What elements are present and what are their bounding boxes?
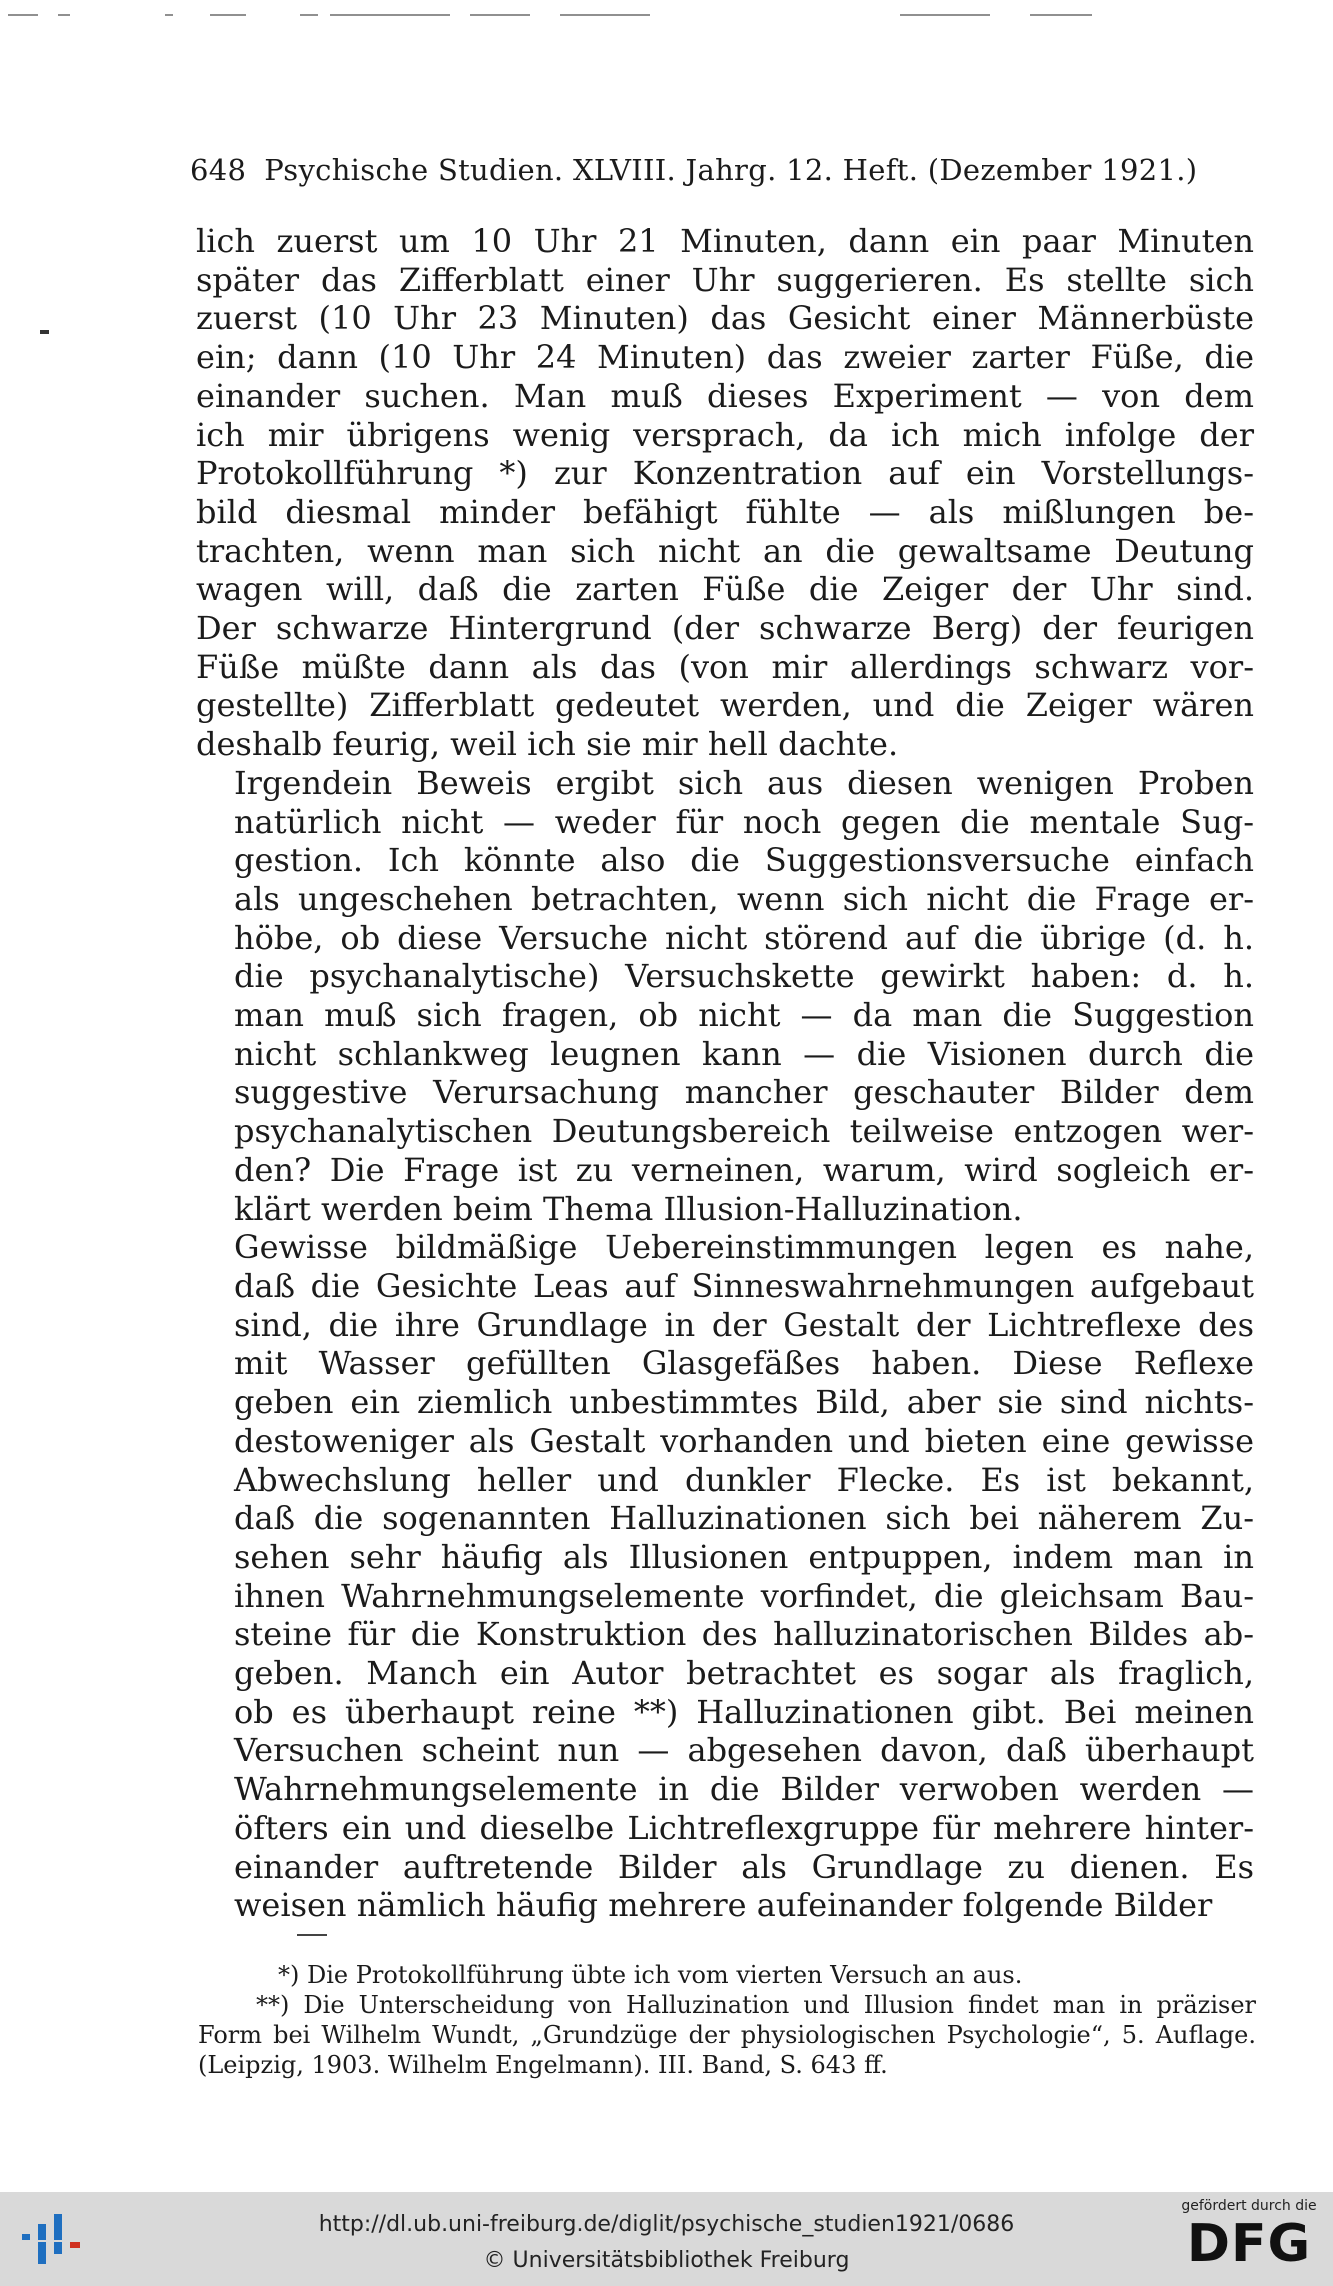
page-number: 648 (190, 153, 247, 187)
text-line: ob es überhaupt reine **) Halluzinationen gibt. Bei meinen (234, 1692, 1254, 1731)
text-line: klärt werden beim Thema Illusion-Halluzination. (234, 1189, 1023, 1228)
text-line: als ungeschehen betrachten, wenn sich nicht die Frage er- (234, 879, 1254, 918)
text-line: geben ein ziemlich unbestimmtes Bild, aber sie sind nichts- (234, 1383, 1254, 1422)
footnotes (198, 1960, 1256, 2080)
text-line: gestion. Ich könnte also die Suggestionsversuche einfach (234, 841, 1254, 880)
text-line: sehen sehr häufig als Illusionen entpuppen, indem man in (234, 1537, 1254, 1576)
text-line: Der schwarze Hintergrund (der schwarze Berg) der feurigen (196, 609, 1254, 648)
text-line: Protokollführung *) zur Konzentration auf ein Vorstellungs- (196, 454, 1254, 493)
text-line: Wahrnehmungselemente in die Bilder verwoben werden — (234, 1770, 1254, 1809)
paragraph-3 (196, 1228, 1254, 1925)
text-line: ein; dann (10 Uhr 24 Minuten) das zweier zarter Füße, die (196, 338, 1254, 377)
text-line: natürlich nicht — weder für noch gegen die mentale Sug- (234, 802, 1254, 841)
text-line: geben. Manch ein Autor betrachtet es sogar als fraglich, (234, 1654, 1254, 1693)
text-line: deshalb feurig, weil ich sie mir hell dachte. (196, 725, 899, 764)
text-line: einander auftretende Bilder als Grundlage zu dienen. Es (234, 1847, 1254, 1886)
text-line: daß die sogenannten Halluzinationen sich bei näherem Zu- (234, 1499, 1254, 1538)
text-line: öfters ein und dieselbe Lichtreflexgruppe für mehrere hinter- (234, 1808, 1254, 1847)
text-line: suggestive Verursachung mancher geschauter Bilder dem (234, 1073, 1254, 1112)
text-line: wagen will, daß die zarten Füße die Zeiger der Uhr sind. (196, 570, 1254, 609)
scan-speck (40, 330, 49, 334)
text-line: ihnen Wahrnehmungselemente vorfindet, die gleichsam Bau- (234, 1576, 1254, 1615)
text-line: lich zuerst um 10 Uhr 21 Minuten, dann ein paar Minuten (196, 222, 1254, 260)
text-line: ich mir übrigens wenig versprach, da ich mich infolge der (196, 415, 1254, 454)
text-line: steine für die Konstruktion des halluzinatorischen Bildes ab- (234, 1615, 1254, 1654)
paragraph-1 (196, 222, 1254, 764)
main-text (196, 222, 1254, 1925)
text-line: zuerst (10 Uhr 23 Minuten) das Gesicht einer Männerbüste (196, 299, 1254, 338)
text-line: die psychanalytische) Versuchskette gewirkt haben: d. h. (234, 957, 1254, 996)
text-line: Versuchen scheint nun — abgesehen davon, daß überhaupt (234, 1731, 1254, 1770)
text-line: psychanalytischen Deutungsbereich teilweise entzogen wer- (234, 1112, 1254, 1151)
copyright-notice: © Universitätsbibliothek Freiburg (483, 2248, 850, 2273)
text-line: bild diesmal minder befähigt fühlte — als mißlungen be- (196, 492, 1254, 531)
dfg-wordmark: DFG (1186, 2214, 1312, 2274)
text-line: sind, die ihre Grundlage in der Gestalt der Lichtreflexe des (234, 1305, 1254, 1344)
text-line: später das Zifferblatt einer Uhr suggerieren. Es stellte sich (196, 260, 1254, 299)
footnote-rule (297, 1934, 327, 1936)
footer-bar (0, 2192, 1333, 2286)
text-line: Füße müßte dann als das (von mir allerdings schwarz vor- (196, 647, 1254, 686)
text-line: trachten, wenn man sich nicht an die gewaltsame Deutung (196, 531, 1254, 570)
footnote-1: *) Die Protokollführung übte ich vom vierten Versuch an aus. (278, 1961, 1023, 1989)
text-line: daß die Gesichte Leas auf Sinneswahrnehmungen aufgebaut (234, 1266, 1254, 1305)
text-line: Abwechslung heller und dunkler Flecke. Es ist bekannt, (234, 1460, 1254, 1499)
running-title: Psychische Studien. XLVIII. Jahrg. 12. Heft. (Dezember 1921.) (264, 153, 1198, 187)
permalink-url[interactable]: http://dl.ub.uni-freiburg.de/diglit/psychische_studien1921/0686 (318, 2212, 1015, 2237)
text-line: mit Wasser gefüllten Glasgefäßes haben. Diese Reflexe (234, 1344, 1254, 1383)
footnote-2: **) Die Unterscheidung von Halluzination und Illusion findet man in präziser Form bei Wilhelm Wundt, „Grundzüge der physiologischen Psychologie“, 5. Auflage. (Leipzig, 1903. Wilhelm Engelmann). III. Band, S. 643 ff. (198, 1991, 1256, 2079)
text-line: einander suchen. Man muß dieses Experiment — von dem (196, 376, 1254, 415)
text-line: den? Die Frage ist zu verneinen, warum, wird sogleich er- (234, 1150, 1254, 1189)
text-line: weisen nämlich häufig mehrere aufeinander folgende Bilder (234, 1886, 1213, 1925)
text-line: höbe, ob diese Versuche nicht störend auf die übrige (d. h. (234, 918, 1254, 957)
text-line: Gewisse bildmäßige Uebereinstimmungen legen es nahe, (234, 1228, 1254, 1267)
scan-edge-marks (0, 0, 1333, 30)
text-line: man muß sich fragen, ob nicht — da man die Suggestion (234, 996, 1254, 1035)
text-line: destoweniger als Gestalt vorhanden und bieten eine gewisse (234, 1421, 1254, 1460)
text-line: nicht schlankweg leugnen kann — die Visionen durch die (234, 1034, 1254, 1073)
paragraph-2 (196, 764, 1254, 1228)
funding-text: gefördert durch die (1181, 2198, 1317, 2214)
text-line: Irgendein Beweis ergibt sich aus diesen wenigen Proben (234, 763, 1254, 802)
text-line: gestellte) Zifferblatt gedeutet werden, und die Zeiger wären (196, 686, 1254, 725)
dfg-logo (1179, 2198, 1319, 2282)
running-header (190, 153, 1198, 187)
